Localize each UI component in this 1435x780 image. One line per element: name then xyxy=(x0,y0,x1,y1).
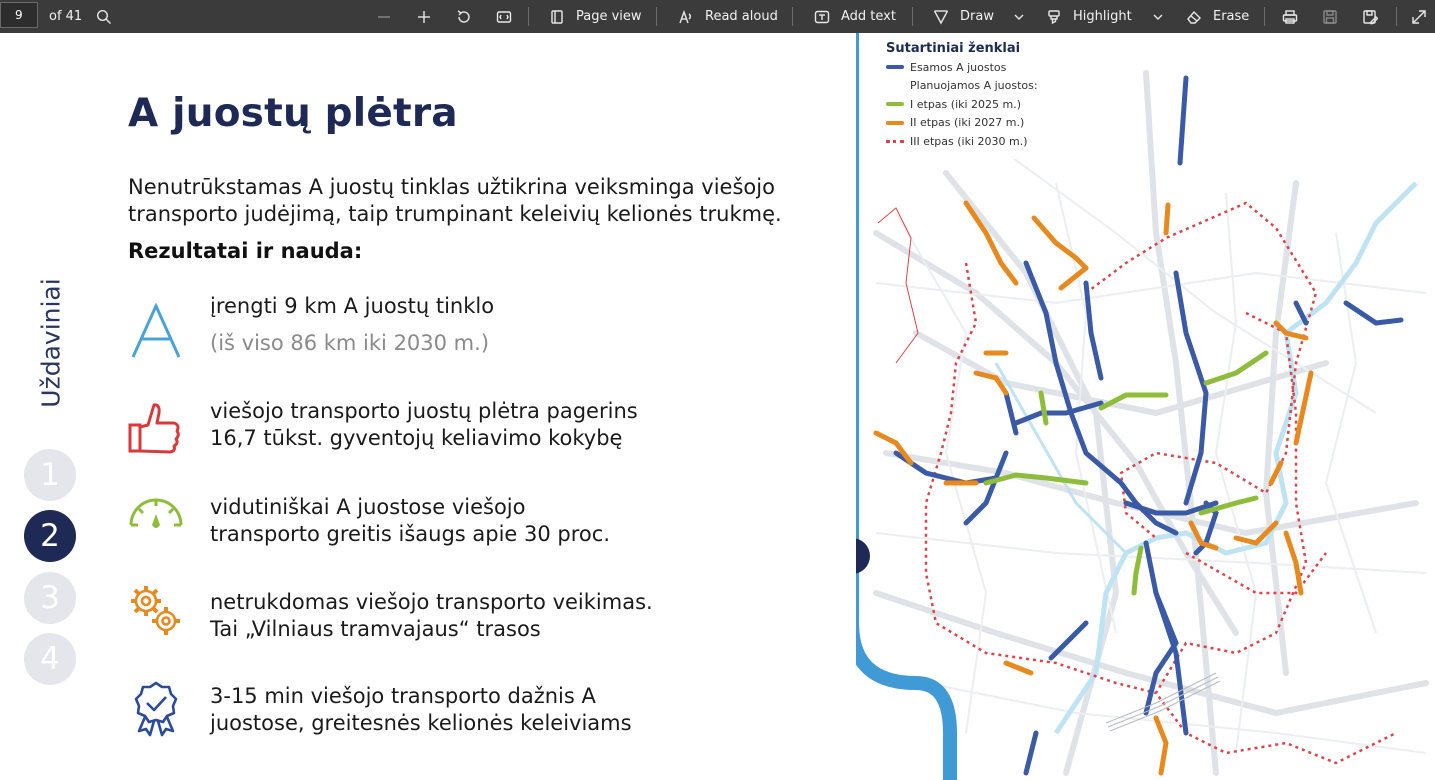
benefit-5-line-1: 3-15 min viešojo transporto dažnis A xyxy=(210,684,596,708)
expand-icon xyxy=(1410,8,1428,26)
step-indicator-1: 1 xyxy=(24,449,76,501)
side-section-label xyxy=(34,263,68,423)
highlight-button[interactable] xyxy=(1045,0,1132,33)
intro-line-2: transporto judėjimą, taip trumpinant keleivių kelionės trukmę. xyxy=(128,202,782,226)
legend-existing xyxy=(886,58,1038,77)
letter-a-icon xyxy=(128,303,184,359)
zoom-out-button[interactable] xyxy=(375,0,393,33)
page-title: A juostų plėtra xyxy=(128,91,458,136)
benefit-1-sub: (iš viso 86 km iki 2030 m.) xyxy=(210,331,490,355)
text-box-icon xyxy=(813,8,831,26)
legend-stage-1-label: I etpas (iki 2025 m.) xyxy=(910,97,1022,111)
benefit-3-line-1: vidutiniškai A juostose viešojo xyxy=(210,495,526,519)
plus-icon xyxy=(415,8,433,26)
benefit-2 xyxy=(210,398,638,452)
benefit-1-main: įrengti 9 km A juostų tinklo xyxy=(210,294,495,318)
award-badge-icon xyxy=(128,681,184,737)
benefit-5-line-2: juostose, greitesnės kelionės keleiviams xyxy=(210,711,632,735)
legend-stage-3-label: III etpas (iki 2030 m.) xyxy=(910,134,1028,148)
erase-button[interactable] xyxy=(1185,0,1249,33)
pdf-toolbar xyxy=(0,0,1435,33)
add-text-button[interactable] xyxy=(813,0,896,33)
rotate-icon xyxy=(455,8,473,26)
toolbar-divider xyxy=(656,7,657,26)
draw-options-dropdown[interactable] xyxy=(1010,0,1028,33)
map-legend xyxy=(886,41,1038,151)
search-button[interactable] xyxy=(95,0,113,33)
save-button[interactable] xyxy=(1321,0,1339,33)
minus-icon xyxy=(375,8,393,26)
page-total: of 41 xyxy=(49,9,83,24)
toolbar-divider xyxy=(912,7,913,26)
read-aloud-label: Read aloud xyxy=(705,9,778,24)
benefit-3-line-2: transporto greitis išaugs apie 30 proc. xyxy=(210,522,610,546)
printer-icon xyxy=(1281,8,1299,26)
stage-3-swatch xyxy=(886,140,904,143)
legend-stage-2 xyxy=(886,114,1038,133)
benefit-4 xyxy=(210,589,653,643)
bus-lane-map xyxy=(856,33,1435,780)
stage-2-swatch xyxy=(886,121,904,125)
page-view-label: Page view xyxy=(576,9,642,24)
erase-label: Erase xyxy=(1213,9,1250,24)
gears-icon xyxy=(128,583,184,639)
toolbar-divider xyxy=(528,7,529,26)
benefit-2-line-2: 16,7 tūkst. gyventojų keliavimo kokybę xyxy=(210,426,623,450)
step-indicator-2-active: 2 xyxy=(24,510,76,562)
fit-page-icon xyxy=(495,8,513,26)
read-aloud-icon xyxy=(677,8,695,26)
save-as-button[interactable] xyxy=(1361,0,1379,33)
stage-1-swatch xyxy=(886,102,904,106)
zoom-in-button[interactable] xyxy=(415,0,433,33)
chevron-down-icon xyxy=(1010,8,1028,26)
fit-page-button[interactable] xyxy=(495,0,513,33)
toolbar-divider xyxy=(792,7,793,26)
intro-paragraph xyxy=(128,174,828,228)
benefit-1 xyxy=(210,293,494,357)
toolbar-divider xyxy=(1396,7,1397,26)
intro-line-1: Nenutrūkstamas A juostų tinklas užtikrina veiksminga viešojo xyxy=(128,175,775,199)
legend-title: Sutartiniai ženklai xyxy=(886,41,1021,56)
chevron-down-icon xyxy=(1149,8,1167,26)
legend-existing-label: Esamos A juostos xyxy=(910,60,1007,74)
rotate-button[interactable] xyxy=(455,0,473,33)
page-number-input[interactable]: 9 xyxy=(0,2,38,28)
legend-stage-1 xyxy=(886,95,1038,114)
legend-planned-label: Planuojamos A juostos: xyxy=(910,79,1038,93)
step-indicator-3: 3 xyxy=(24,572,76,624)
fullscreen-button[interactable] xyxy=(1410,0,1428,33)
print-button[interactable] xyxy=(1281,0,1299,33)
highlight-label: Highlight xyxy=(1073,9,1132,24)
existing-lane-swatch xyxy=(886,65,904,69)
save-as-icon xyxy=(1361,8,1379,26)
read-aloud-button[interactable] xyxy=(677,0,778,33)
save-disk-icon xyxy=(1321,8,1339,26)
eraser-icon xyxy=(1185,8,1203,26)
results-heading: Rezultatai ir nauda: xyxy=(128,239,363,263)
add-text-label: Add text xyxy=(841,9,896,24)
pdf-page xyxy=(0,33,1435,780)
page-view-icon xyxy=(548,8,566,26)
highlight-options-dropdown[interactable] xyxy=(1149,0,1167,33)
draw-button[interactable] xyxy=(932,0,994,33)
side-label-text: Uždaviniai xyxy=(36,278,66,408)
benefit-4-line-1: netrukdomas viešojo transporto veikimas. xyxy=(210,590,653,614)
benefit-5 xyxy=(210,683,632,737)
benefit-3 xyxy=(210,494,610,548)
page-view-button[interactable] xyxy=(548,0,642,33)
draw-label: Draw xyxy=(960,9,994,24)
step-indicator-4: 4 xyxy=(24,633,76,685)
speedometer-icon xyxy=(128,495,184,551)
draw-pen-icon xyxy=(932,8,950,26)
legend-stage-2-label: II etpas (iki 2027 m.) xyxy=(910,116,1025,130)
search-icon xyxy=(95,8,113,26)
legend-stage-3 xyxy=(886,132,1038,151)
highlighter-icon xyxy=(1045,8,1063,26)
thumbs-up-icon xyxy=(128,401,184,457)
benefit-4-line-2: Tai „Vilniaus tramvajaus“ trasos xyxy=(210,617,541,641)
benefit-2-line-1: viešojo transporto juostų plėtra pagerins xyxy=(210,399,638,423)
toolbar-divider xyxy=(1264,7,1265,26)
